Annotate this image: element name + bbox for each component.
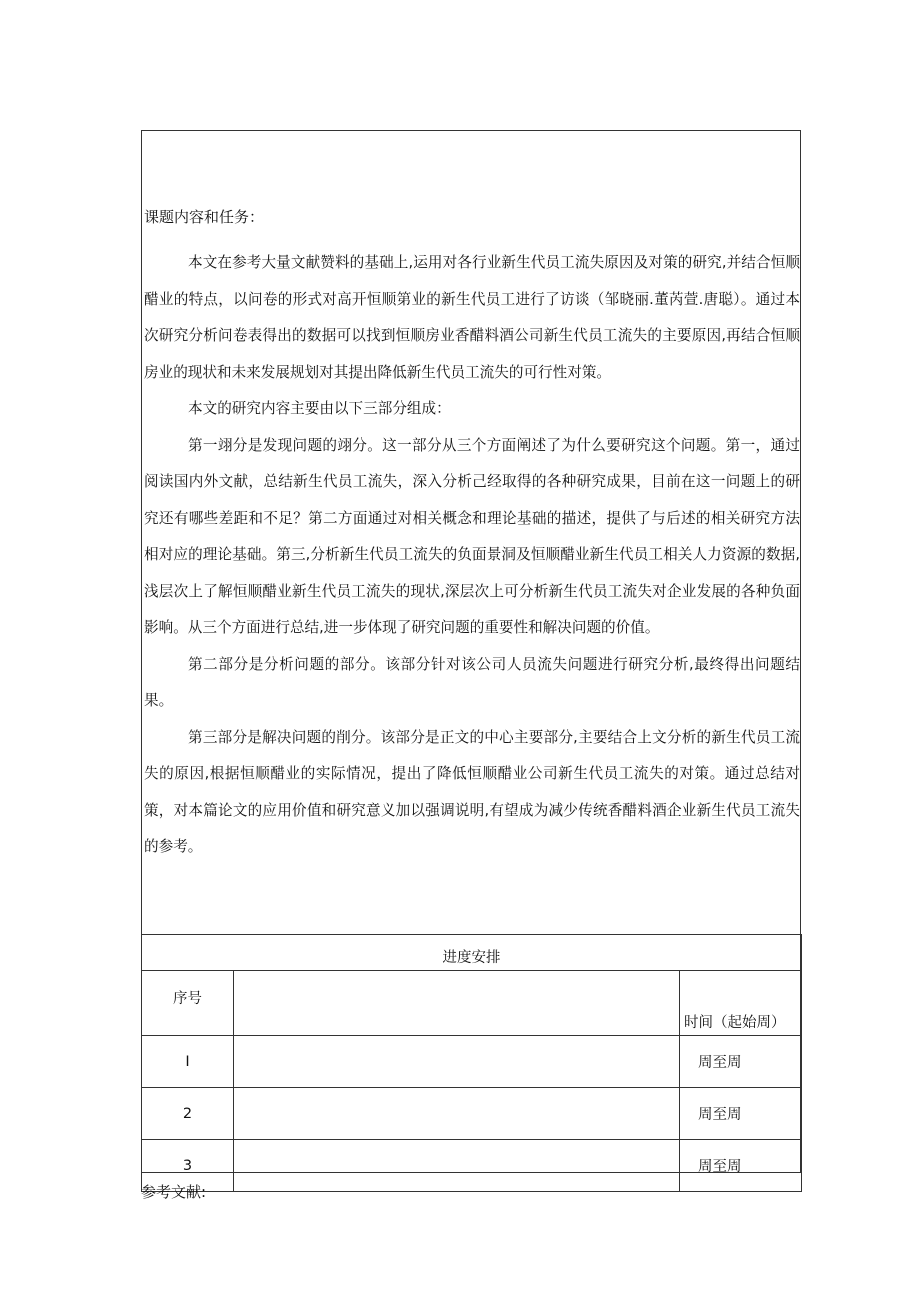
row-time: 周至周 <box>680 1088 802 1140</box>
content-section <box>142 131 800 935</box>
header-content <box>234 971 680 1036</box>
header-time: 时间（起始周） <box>680 971 802 1036</box>
header-number: 序号 <box>142 971 234 1036</box>
paragraph-part-two: 第二部分是分析问题的部分。该部分针对该公司人员流失问题进行研究分析,最终得出问题结果。 <box>144 655 800 709</box>
row-content <box>234 1088 680 1140</box>
schedule-header-row <box>142 971 802 1036</box>
table-row <box>142 1140 802 1192</box>
row-number: 2 <box>142 1088 234 1140</box>
row-content <box>234 1140 680 1192</box>
table-row <box>142 1088 802 1140</box>
section-body <box>144 245 800 866</box>
schedule-table <box>141 934 802 1192</box>
paragraph-intro: 本文在参考大量文献赞料的基础上,运用对各行业新生代员工流失原因及对策的研究,并结合恒顺醋业的特点，以问卷的形式对高开恒顺第业的新生代员工进行了访谈（邹晓丽.董芮萱.唐聪）。通过本次研究分析问卷表得出的数据可以找到恒顺房业香醋料酒公司新生代员工流失的主要原因,再结合恒顺房业的现状和未来发展规划对其提出降低新生代员工流失的可行性对策。 <box>144 254 800 381</box>
schedule-title: 进度安排 <box>142 935 802 971</box>
section-title: 课题内容和任务： <box>144 208 265 226</box>
paragraph-structure: 本文的研究内容主要由以下三部分组成： <box>188 400 451 417</box>
proposal-form-frame <box>141 130 801 1173</box>
paragraph-part-three: 第三部分是解决问题的削分。该部分是正文的中心主要部分,主要结合上文分析的新生代员工流失的原因,根据恒顺醋业的实际情况，提出了降低恒顺醋业公司新生代员工流失的对策。通过总结对策，对本篇论文的应用价值和研究意义加以强调说明,有望成为减少传统香醋料酒企业新生代员工流失的参考。 <box>144 728 800 855</box>
row-number: I <box>142 1036 234 1088</box>
row-time: 周至周 <box>680 1140 802 1192</box>
row-time: 周至周 <box>680 1036 802 1088</box>
row-content <box>234 1036 680 1088</box>
row-number: 3 <box>142 1140 234 1192</box>
table-row <box>142 1036 802 1088</box>
paragraph-part-one: 第一翊分是发现问题的翊分。这一部分从三个方面阐述了为什么要研究这个问题。第一，通过阅读国内外文献，总结新生代员工流失，深入分析己经取得的各种研究成果，目前在这一问题上的研究还有哪些差距和不足？第二方面通过对相关概念和理论基础的描述，提供了与后述的相关研究方法相对应的理论基础。第三,分析新生代员工流失的负面景洞及恒顺醋业新生代员工相关人力资源的数据,浅层次上了解恒顺醋业新生代员工流失的现状,深层次上可分析新生代员工流失对企业发展的各种负面影响。从三个方面进行总结,进一步体现了研究问题的重要性和解决问题的价值。 <box>144 436 800 636</box>
references-heading: 参考文献: <box>141 1183 207 1201</box>
